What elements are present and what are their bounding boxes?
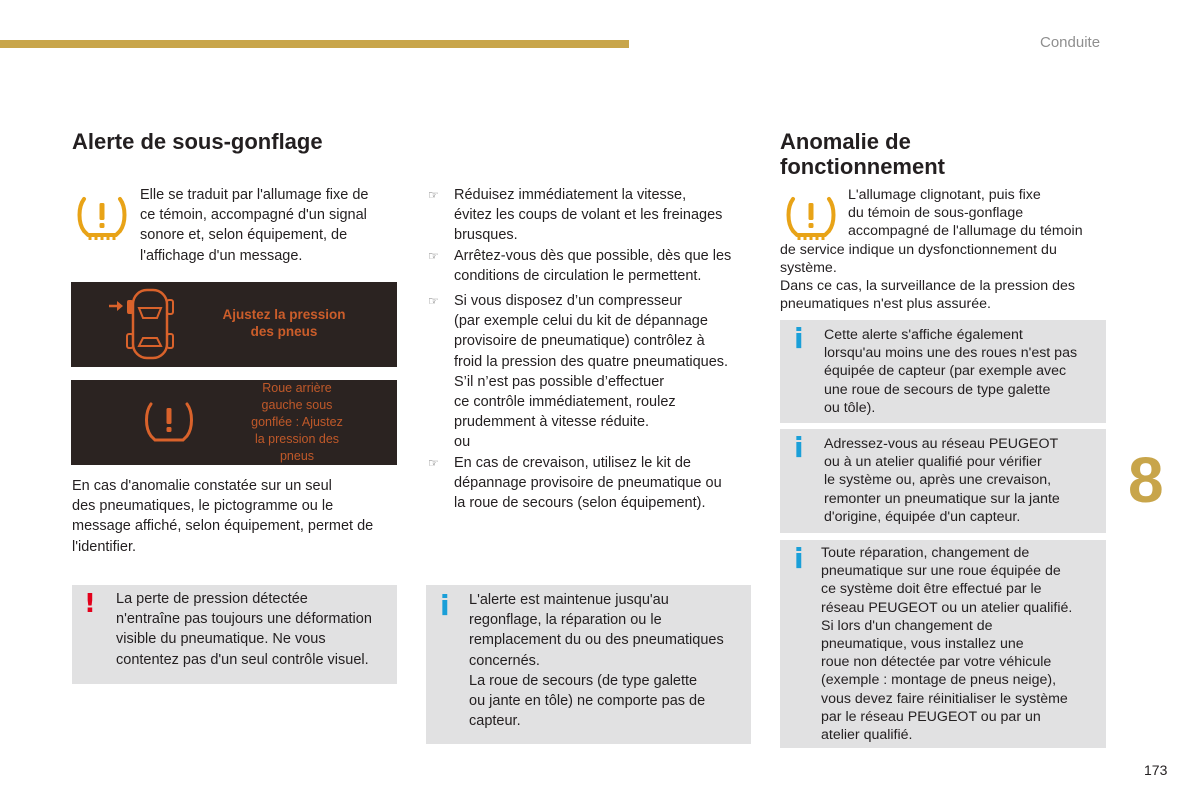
text-line: ou tôle). [824, 399, 876, 416]
heading-line: Anomalie de [780, 129, 911, 154]
info-icon: i [794, 542, 804, 575]
text-line: le système ou, après une crevaison, [824, 472, 1052, 489]
text-line: capteur. [469, 713, 521, 730]
text-line: pneumatique sur une roue équipée de [821, 563, 1061, 580]
text-line: Roue arrière [262, 381, 332, 395]
tpms-warning-icon [76, 193, 128, 246]
text-line: conditions de circulation le permettent. [454, 267, 702, 284]
text-line: Si vous disposez d’un compresseur [454, 293, 683, 310]
info-box-repair [780, 540, 1106, 748]
info-icon: i [794, 322, 804, 355]
text-line: message affiché, selon équipement, permet de [72, 518, 374, 535]
text-line: ou jante en tôle) ne comporte pas de [469, 693, 706, 710]
list-item [426, 246, 754, 286]
info-box-peugeot-network [780, 429, 1106, 533]
text-line: équipée de capteur (par exemple avec [824, 363, 1067, 380]
text-line: l'affichage d'un message. [140, 247, 303, 264]
text-line: froid la pression des quatre pneumatiques. [454, 353, 729, 370]
text-line: ou [454, 434, 471, 451]
text-line: En cas d'anomalie constatée sur un seul [72, 478, 332, 494]
instructions-list [426, 185, 754, 513]
text-line: sonore et, selon équipement, de [140, 227, 348, 244]
display-message-rear-left [217, 380, 377, 465]
pointing-hand-icon: ☞ [428, 188, 439, 202]
display-message-adjust-pressure [189, 306, 379, 340]
info-box-no-sensor [780, 320, 1106, 423]
text-line: pneumatique, vous installez une [821, 636, 1024, 653]
anomaly-identification-text [72, 476, 402, 557]
exclamation-icon: ! [84, 589, 96, 619]
section-header: Conduite [1040, 34, 1101, 51]
text-line: ce système doit être effectué par le [821, 581, 1042, 598]
text-line: ce contrôle immédiatement, roulez [454, 394, 676, 411]
text-line: Adressez-vous au réseau PEUGEOT [824, 436, 1059, 452]
text-line: remonter un pneumatique sur la jante [824, 490, 1060, 507]
text-line: Arrêtez-vous dès que possible, dès que les [454, 247, 732, 264]
info-box-alert-maintained [426, 585, 751, 744]
text-line: roue non détectée par votre véhicule [821, 654, 1052, 671]
text-line: ce témoin, accompagné d'un signal [140, 207, 367, 224]
text-line: réseau PEUGEOT ou un atelier qualifié. [821, 599, 1073, 616]
text-line: En cas de crevaison, utilisez le kit de [454, 454, 691, 471]
text-line: pneus [279, 449, 315, 463]
text-line: contentez pas d'un seul contrôle visuel. [116, 651, 369, 668]
text-line: (exemple : montage de pneus neige), [821, 672, 1057, 689]
text-line: Elle se traduit par l'allumage fixe de [140, 187, 369, 203]
list-item [426, 185, 754, 246]
text-line: S’il n’est pas possible d’effectuer [454, 373, 665, 390]
text-line: n'entraîne pas toujours une déformation [116, 611, 372, 628]
info-box-text [469, 590, 747, 731]
dashboard-display-adjust-pressure [71, 282, 397, 367]
heading-line: fonctionnement [780, 154, 945, 179]
underinflation-intro [140, 185, 395, 266]
text-line: Si lors d'un changement de [821, 617, 993, 634]
text-line: système. [780, 259, 837, 276]
header-accent-bar [0, 40, 629, 48]
text-line: accompagné de l'allumage du témoin [848, 223, 1083, 240]
text-line: regonflage, la réparation ou le [469, 612, 662, 629]
text-line: l'identifier. [72, 538, 137, 555]
text-line: évitez les coups de volant et les freinages [454, 207, 723, 224]
text-line: Cette alerte s'affiche également [824, 327, 1023, 343]
text-line: du témoin de sous-gonflage [848, 205, 1024, 222]
text-line: brusques. [454, 227, 518, 244]
text-line: gauche sous [261, 398, 333, 412]
text-line: remplacement du ou des pneumatiques [469, 632, 724, 649]
text-line: gonflée : Ajustez [251, 415, 343, 429]
list-item [426, 291, 754, 453]
text-line: visible du pneumatique. Ne vous [116, 631, 326, 648]
heading-underinflation-alert: Alerte de sous-gonflage [72, 129, 323, 154]
text-line: Réduisez immédiatement la vitesse, [454, 187, 687, 203]
info-icon: i [794, 431, 804, 464]
text-line: de service indique un dysfonctionnement du [780, 241, 1057, 258]
text-line: Ajustez la pression [222, 307, 346, 322]
text-line: ou à un atelier qualifié pour vérifier [824, 454, 1042, 471]
text-line: L'alerte est maintenue jusqu'au [469, 592, 669, 608]
text-line: une roue de secours de type galette [824, 381, 1051, 398]
text-line: La perte de pression détectée [116, 591, 308, 607]
text-line: pneumatiques n'est plus assurée. [780, 296, 991, 313]
malfunction-intro [780, 186, 1110, 313]
dashboard-display-rear-left-tyre [71, 380, 397, 465]
text-line: prudemment à vitesse réduite. [454, 414, 650, 431]
info-box-text [821, 544, 1103, 744]
info-box-text [824, 326, 1102, 417]
text-line: d'origine, équipée d'un capteur. [824, 508, 1021, 525]
info-box-text [824, 435, 1102, 526]
warning-box-text [116, 589, 394, 670]
pointing-hand-icon: ☞ [428, 248, 439, 263]
page-number: 173 [1144, 762, 1168, 778]
heading-malfunction [780, 129, 1100, 179]
chapter-number: 8 [1128, 444, 1164, 516]
text-line: Toute réparation, changement de [821, 545, 1030, 561]
text-line: concernés. [469, 652, 540, 669]
text-line: provisoire de pneumatique) contrôlez à [454, 333, 705, 350]
list-item [426, 453, 754, 514]
text-line: par le réseau PEUGEOT ou par un [821, 708, 1041, 725]
text-line: la pression des [254, 432, 340, 446]
pointing-hand-icon: ☞ [428, 455, 439, 470]
text-line: La roue de secours (de type galette [469, 672, 698, 689]
text-line: la roue de secours (selon équipement). [454, 495, 706, 512]
text-line: lorsqu'au moins une des roues n'est pas [824, 345, 1078, 362]
info-icon: i [440, 589, 450, 622]
warning-box-pressure-loss [72, 585, 397, 684]
text-line: atelier qualifié. [821, 727, 913, 744]
text-line: vous devez faire réinitialiser le système [821, 690, 1068, 707]
text-line: (par exemple celui du kit de dépannage [454, 313, 708, 330]
text-line: des pneumatiques, le pictogramme ou le [72, 498, 334, 515]
text-line: des pneus [250, 324, 318, 339]
text-line: Dans ce cas, la surveillance de la pression des [780, 278, 1075, 295]
text-line: dépannage provisoire de pneumatique ou [454, 474, 722, 491]
text-line: L'allumage clignotant, puis fixe [848, 187, 1041, 203]
pointing-hand-icon: ☞ [428, 294, 439, 309]
